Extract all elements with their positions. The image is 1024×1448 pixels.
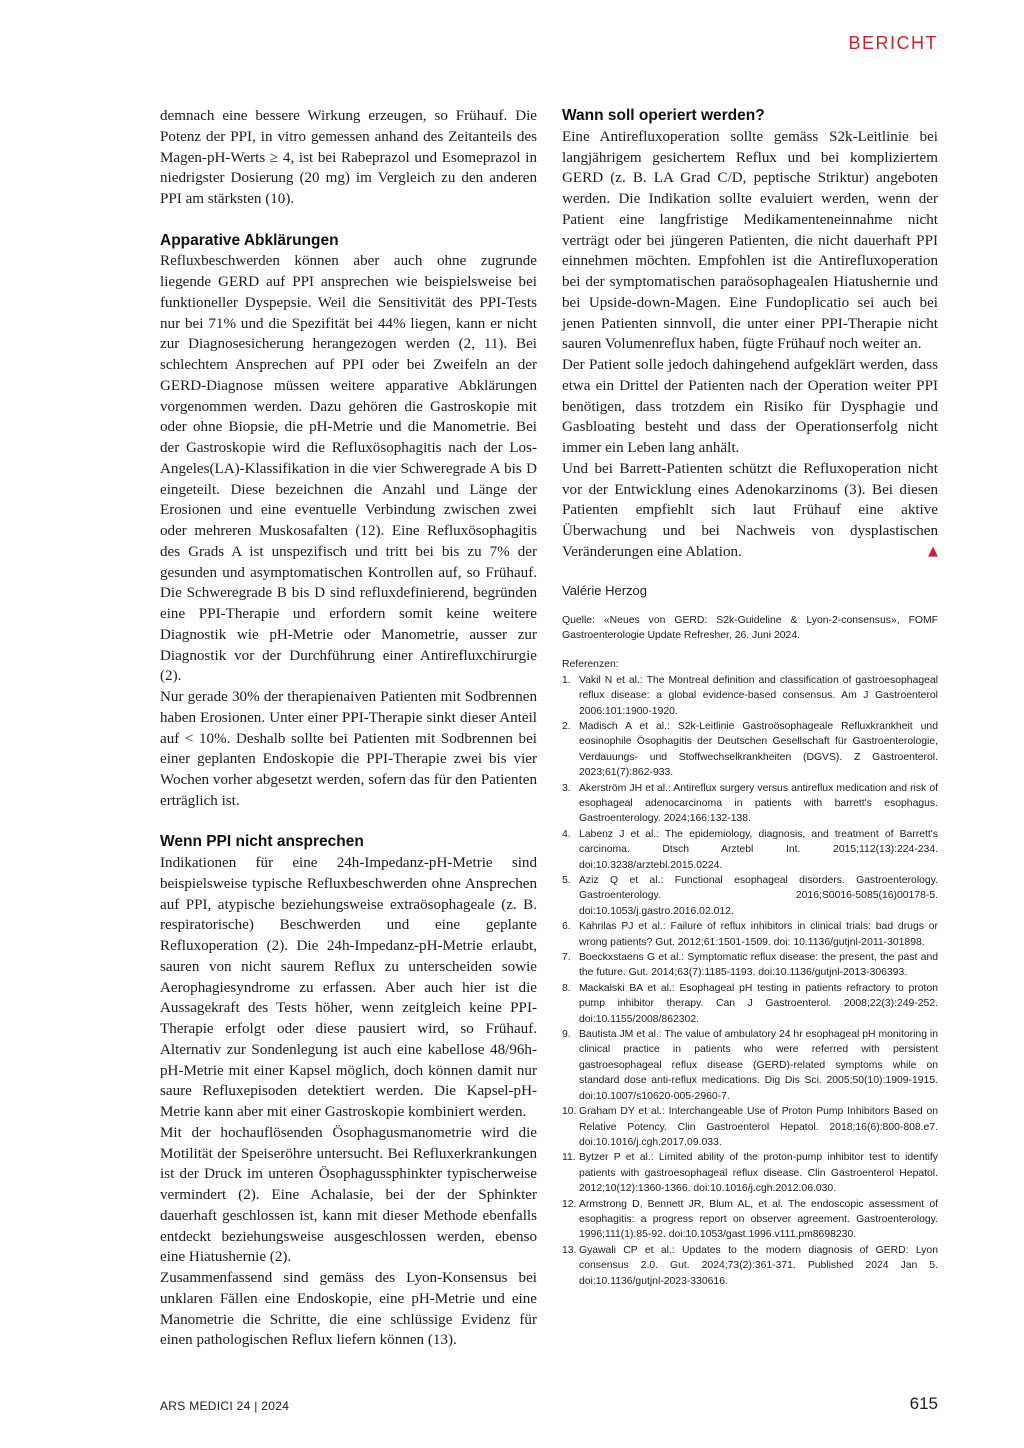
paragraph: demnach eine bessere Wirkung erzeugen, so Frühauf. Die Potenz der PPI, in vitro gemessen anhand des Zeitanteils des Magen-pH-Werts ≥ 4, ist bei Rabeprazol und Esomeprazol in niedrigster Dosierung (20 mg) im Vergleich zu den anderen PPI am stärksten (10). — [160, 108, 537, 207]
paragraph: Indikationen für eine 24h-Impedanz-pH-Metrie sind beispielsweise typische Refluxbeschwerden ohne Ansprechen auf PPI, atypische beziehungsweise extraösophageale (z. B. respiratorische) Beschwerden und eine geplante Refluxoperation (2). Die 24h-Impedanz-pH-Metrie erlaubt, sauren von nicht saurem Reflux zu unterscheiden sowie Aerophagiesyndrome zu erfassen. Aber auch hier ist die Aussagekraft des Tests höher, wenn zeitgleich keine PPI-Therapie erfolgt oder diese pausiert wird, so Frühauf. Alternativ zur Sondenlegung ist auch eine kabellose 48/96h-pH-Metrie mit einer Kapsel möglich, doch können damit nur saure Refluxepisoden detektiert werden. Die Kapsel-pH-Metrie kann aber mit einer Gastroskopie kombiniert werden. — [160, 855, 537, 1120]
reference-text: Mackalski BA et al.: Esophageal pH testing in patients refractory to proton pump inhibitor therapy. Can J Gastroenterol. 2008;22(3):249-252. doi:10.1155/2008/862302. — [579, 982, 938, 1025]
paragraph-text: Und bei Barrett-Patienten schützt die Refluxoperation nicht vor der Entwicklung eines Adenokarzinoms (3). Bei diesen Patienten empfiehlt sich laut Frühauf eine aktive Überwachung und bei Nachweis von dysplastischen Veränderungen eine Ablation. — [562, 460, 938, 560]
reference-text: Madisch A et al.: S2k-Leitlinie Gastroösophageale Refluxkrankheit und eosinophile Ösophagitis der Deutschen Gesellschaft für Gastroenterologie, Verdauungs- und Stoffwechselkrankheiten (DGVS). Z Gastroenterol. 2023;61(7):862-933. — [579, 720, 938, 779]
reference-number: 13. — [562, 1244, 577, 1256]
reference-text: Graham DY et al.: Interchangeable Use of Proton Pump Inhibitors Based on Relative Potency. Clin Gastroenterol Hepatol. 2018;16(6):800-808.e7. doi:10.1016/j.cgh.2017.09.033. — [579, 1106, 938, 1148]
paragraph-last — [562, 459, 938, 563]
reference-number: 12. — [562, 1198, 577, 1210]
reference-text: Bytzer P et al.: Limited ability of the proton-pump inhibitor test to identify patients with gastroesophageal reflux disease. Clin Gastroenterol Hepatol. 2012;10(12):1360-1366. doi:10.1016/j.cgh.2012.06.030. — [579, 1152, 938, 1195]
reference-number: 10. — [562, 1106, 577, 1118]
references-list — [562, 673, 938, 1289]
reference-number: 3. — [562, 782, 571, 794]
paragraph: Eine Antirefluxoperation sollte gemäss S2k-Leitlinie bei langjährigem gesichertem Reflux und bei kompliziertem GERD (z. B. LA Grad C/D, peptische Striktur) angeboten werden. Die Indikation sollte evaluiert werden, wenn der Patient eine langfristige Medikamenteneinnahme nicht verträgt oder bei jüngeren Patienten, die nicht dauerhaft PPI einnehmen möchten. Empfohlen ist die Antirefluxoperation bei der symptomatischen paraösophagealen Hiatushernie und bei Upside-down-Magen. Eine Fundoplicatio sei auch bei jenen Patienten sinnvoll, die unter einer PPI-Therapie nicht sauren Volumenreflux haben, fügte Frühauf noch weiter an. — [562, 128, 938, 353]
reference-text: Bautista JM et al.: The value of ambulatory 24 hr esophageal pH monitoring in clinical practice in patients who were referred with persistent gastroesophageal reflux disease (GERD)-related symptoms while on standard dose anti-reflux medications. Dig Dis Sci. 2005;50(10):1909-1915. doi:10.1007/s10620-005-2960-7. — [579, 1029, 938, 1102]
page-number: 615 — [909, 1394, 938, 1413]
reference-number: 4. — [562, 828, 571, 840]
paragraph: Der Patient solle jedoch dahingehend aufgeklärt werden, dass etwa ein Drittel der Patienten nach der Operation weiter PPI benötigen, dass trotzdem ein Risiko für Dysphagie und Gasbloating besteht und dass der Operationserfolg nicht immer ein Leben lang anhält. — [562, 357, 938, 456]
reference-text: Gyawali CP et al.: Updates to the modern diagnosis of GERD: Lyon consensus 2.0. Gut. 2024;73(2):361-371. Published 2024 Jan 5. doi:10.1136/gutjnl-2023-330616. — [579, 1244, 938, 1287]
section-heading: Apparative Abklärungen — [160, 231, 339, 249]
reference-number: 5. — [562, 875, 571, 886]
author: Valérie Herzog — [562, 582, 648, 598]
reference-item — [562, 1197, 938, 1243]
end-of-article-icon: ▲ — [928, 543, 938, 559]
reference-item — [562, 1150, 938, 1196]
reference-item — [562, 781, 938, 827]
paragraph: Refluxbeschwerden können aber auch ohne zugrunde liegende GERD auf PPI ansprechen wie beispielsweise bei funktioneller Dyspepsie. Weil die Sensitivität des PPI-Tests nur bei 71% und die Spezifität bei 44% liegen, kann er nicht zur Diagnosesicherung herangezogen werden (2, 11). Bei schlechtem Ansprechen auf PPI oder bei Zweifeln an der GERD-Diagnose müssen weitere apparative Abklärungen vorgenommen werden. Dazu gehören die Gastroskopie mit oder ohne Biopsie, die pH-Metrie und die Manometrie. Bei der Gastroskopie wird die Refluxösophagitis nach der Los-Angeles(LA)-Klassifikation in die vier Schweregrade A bis D eingeteilt. Diese bezeichnen die Anzahl und Länge der Erosionen und eine eventuelle Verbindung zwischen zwei oder mehreren Muskosafalten (12). Eine Refluxösophagitis des Grads A ist unspezifisch und tritt bei bis zu 7% der gesunden und asymptomatischen Kontrollen auf, so Frühauf. Die Schweregrade B bis D sind refluxdefinierend, begründen eine PPI-Therapie und erfordern somit keine weitere Diagnostik wie pH-Metrie oder Manometrie, ausser zur Diagnostik vor der Durchführung einer Antirefluxchirurgie (2). — [160, 253, 537, 685]
reference-item — [562, 950, 938, 981]
reference-text: Boeckxstaens G et al.: Symptomatic reflux disease: the present, the past and the future. Gut. 2014;63(7):1185-1193. doi:10.1136/gutjnl-2013-306393. — [579, 952, 938, 979]
reference-number: 2. — [562, 720, 571, 732]
reference-item — [562, 1243, 938, 1289]
left-column — [160, 106, 537, 1351]
reference-text: Kahrilas PJ et al.: Failure of reflux inhibitors in clinical trials: bad drugs or wrong patients? Gut. 2012;61:1501-1509. doi: 10.1136/gutjnl-2011-301898. — [579, 921, 938, 948]
right-column — [562, 106, 938, 1289]
reference-number: 1. — [562, 674, 571, 686]
reference-item — [562, 1027, 938, 1104]
paragraph: Zusammenfassend sind gemäss des Lyon-Konsensus bei unklaren Fällen eine Endoskopie, eine pH-Metrie und eine Manometrie die Schritte, die eine schlüssige Evidenz für einen pathologischen Reflux liefern können (13). — [160, 1270, 537, 1349]
paragraph: Nur gerade 30% der therapienaiven Patienten mit Sodbrennen haben Erosionen. Unter einer PPI-Therapie sinkt dieser Anteil auf < 10%. Deshalb sollte bei Patienten mit Sodbrennen bei einer geplanten Endoskopie die PPI-Therapie zwei bis vier Wochen vorher abgesetzt werden, sofern das für den Patienten erträglich ist. — [160, 689, 537, 809]
references-title: Referenzen: — [562, 659, 619, 671]
paragraph: Mit der hochauflösenden Ösophagusmanometrie wird die Motilität der Speiseröhre untersucht. Bei Refluxerkrankungen ist der Druck im unteren Ösophagussphinkter typischerweise vermindert (2). Eine Achalasie, bei der der Sphinkter dauerhaft geschlossen ist, kann mit dieser Methode ebenfalls entdeckt beziehungsweise ausgeschlossen werden, ebenso eine Hiatushernie (2). — [160, 1124, 537, 1266]
reference-item — [562, 873, 938, 919]
reference-text: Akerström JH et al.: Antireflux surgery versus antireflux medication and risk of esophageal adenocarcinoma in patients with barrett's esophagus. Gastroenterology. 2024;166:132-138. — [579, 782, 938, 825]
reference-number: 11. — [562, 1152, 576, 1164]
reference-text: Vakil N et al.: The Montreal definition and classification of gastroesophageal reflux disease: a global evidence-based consensus. Am J Gastroenterol 2006:101:1900-1920. — [579, 674, 938, 717]
reference-item — [562, 1104, 938, 1150]
section-label: BERICHT — [848, 33, 938, 53]
source-note: Quelle: «Neues von GERD: S2k-Guideline & Lyon-2-consensus», FOMF Gastroenterologie Update Refresher, 26. Juni 2024. — [562, 614, 938, 641]
reference-item — [562, 919, 938, 950]
reference-item — [562, 981, 938, 1027]
section-heading: Wenn PPI nicht ansprechen — [160, 833, 364, 851]
reference-number: 8. — [562, 982, 571, 994]
section-heading: Wann soll operiert werden? — [562, 107, 765, 124]
reference-text: Armstrong D, Bennett JR, Blum AL, et al. The endoscopic assessment of esophagitis: a progress report on observer agreement. Gastroenterology. 1996;111(1):85-92. doi:10.1053/gast.1996.v111.pm8698230. — [579, 1198, 938, 1241]
reference-number: 9. — [562, 1029, 571, 1041]
reference-text: Labenz J et al.: The epidemiology, diagnosis, and treatment of Barrett's carcinoma. Dtsch Arztebl Int. 2015;112(13):224-234. doi:10.3238/arztebl.2015.0224. — [579, 828, 938, 871]
reference-text: Aziz Q et al.: Functional esophageal disorders. Gastroenterology. Gastroenterology. 2016;S0016-5085(16)00178-5. doi:10.1053/j.gastro.2016.02.012. — [579, 875, 938, 917]
reference-item — [562, 827, 938, 873]
reference-item — [562, 719, 938, 781]
reference-number: 7. — [562, 952, 571, 964]
reference-number: 6. — [562, 921, 571, 933]
reference-item — [562, 673, 938, 719]
footer-journal: ARS MEDICI 24 | 2024 — [160, 1399, 290, 1413]
